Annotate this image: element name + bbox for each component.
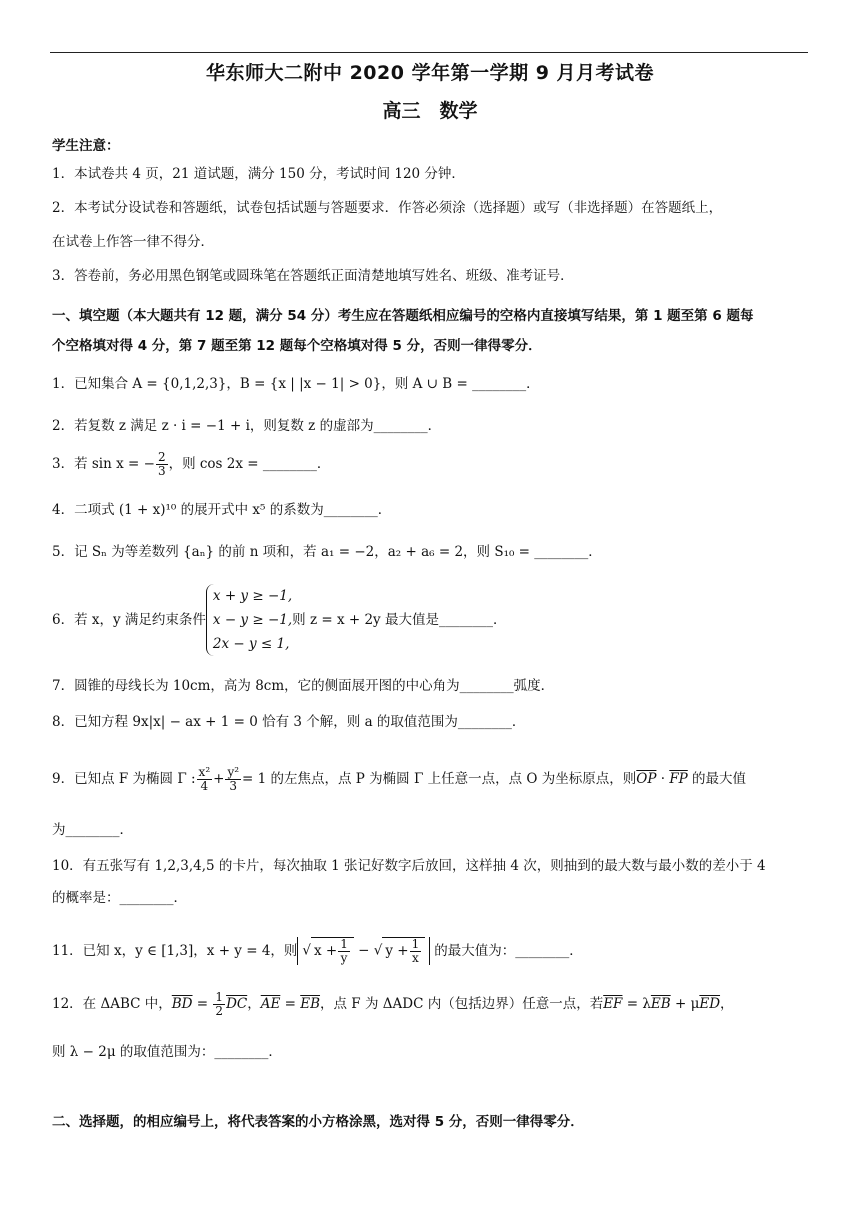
top-rule [50, 52, 808, 53]
exam-title: 华东师大二附中 2020 学年第一学期 9 月月考试卷 [205, 62, 655, 84]
q3-text-pre: 3．若 sin x = − [52, 456, 155, 472]
q9-text-pre: 9．已知点 F 为椭圆 Γ : [52, 771, 196, 787]
question-2: 2．若复数 z 满足 z · i = −1 + i，则复数 z 的虚部为________． [52, 418, 442, 434]
q9-text-post: 的最大值 [687, 771, 747, 787]
q11-text-post: 的最大值为：________． [434, 943, 583, 959]
q12-vector-dc: $\overline{DC}$ [226, 996, 248, 1012]
q6-constraint-system [206, 584, 292, 656]
q6-constraint-3: 2x − y ≤ 1, [212, 636, 290, 652]
question-12-line2: 则 λ − 2μ 的取值范围为：________． [52, 1044, 282, 1060]
question-11 [52, 926, 812, 976]
question-4: 4．二项式 (1 + x)¹⁰ 的展开式中 x⁵ 的系数为________． [52, 502, 392, 518]
q12-vector-eb: $\overline{EB}$ [300, 996, 321, 1012]
q6-constraint-1: x + y ≥ −1, [212, 588, 293, 604]
q9-text-mid: = 1 的左焦点，点 P 为椭圆 Γ 上任意一点，点 O 为坐标原点，则 [242, 771, 637, 787]
q12-vector-ae: $\overline{AE}$ [260, 996, 281, 1012]
question-12: 12．在 ΔABC 中，$\overline{BD}$ = $\frac{1}{2}$ $\overline{DC}$，$\overline{AE} = \overline{EB}$，点 F 为 ΔADC 内（包括边界）任意一点，若$\overline{EF} = \lambda\overline{EB} + \mu\overline{ED}$， [52, 990, 734, 1018]
q12-vector-bd: $\overline{BD}$ [171, 996, 193, 1012]
q6-text-post: 则 z = x + 2y 最大值是________． [292, 612, 507, 628]
section2-heading: 二、选择题，的相应编号上，将代表答案的小方格涂黑，选对得 5 分，否则一律得零分． [52, 1114, 584, 1130]
question-5: 5．记 Sₙ 为等差数列 {aₙ} 的前 n 项和，若 a₁ = −2，a₂ + a₆ = 2，则 S₁₀ = ________． [52, 544, 602, 560]
q11-text-pre: 11．已知 x，y ∈ [1,3]，x + y = 4，则 [52, 943, 298, 959]
notice-item-2: 2．本考试分设试卷和答题纸，试卷包括试题与答题要求．作答必须涂（选择题）或写（非选择题）在答题纸上， [52, 200, 723, 216]
section1-heading-line1: 一、填空题（本大题共有 12 题，满分 54 分）考生应在答题纸相应编号的空格内直接填写结果，第 1 题至第 6 题每 [52, 308, 754, 324]
q9-vector-op: $\overline{OP}$ [636, 771, 657, 787]
q9-fraction-x: $\frac{\text{x²}}{4}$ [198, 765, 211, 793]
q11-sqrt-1: x + $\frac{1}{y}$ [311, 937, 354, 965]
exam-subtitle: 高三 数学 [382, 100, 478, 122]
question-8: 8．已知方程 9x|x| − ax + 1 = 0 恰有 3 个解，则 a 的取值范围为________． [52, 714, 526, 730]
q9-vector-fp: $\overline{FP}$ [669, 771, 688, 787]
q12-vector-ed: $\overline{ED}$ [699, 996, 721, 1012]
q6-text-pre: 6．若 x，y 满足约束条件 [52, 612, 206, 628]
question-9-line2: 为________． [52, 822, 133, 838]
q11-sqrt-2: y + $\frac{1}{x}$ [382, 937, 425, 965]
notice-heading: 学生注意： [52, 138, 120, 154]
q12-vector-ef: $\overline{EF}$ [603, 996, 623, 1012]
notice-item-2-cont: 在试卷上作答一律不得分． [52, 234, 214, 250]
question-10-line2: 的概率是：________． [52, 890, 187, 906]
q6-constraint-2: x − y ≥ −1, [212, 612, 293, 628]
question-3 [52, 446, 812, 482]
q12-fraction-half: $\frac{1}{2}$ [215, 990, 224, 1018]
question-7: 7．圆锥的母线长为 10cm，高为 8cm，它的侧面展开图的中心角为________弧度． [52, 678, 555, 694]
notice-item-1: 1．本试卷共 4 页，21 道试题，满分 150 分，考试时间 120 分钟． [52, 166, 465, 182]
question-6 [52, 578, 812, 662]
question-10-line1: 10．有五张写有 1,2,3,4,5 的卡片，每次抽取 1 张记好数字后放回，这样抽 4 次，则抽到的最大数与最小数的差小于 4 [52, 858, 766, 874]
section1-heading-line2: 个空格填对得 4 分，第 7 题至第 12 题每个空格填对得 5 分，否则一律得零分． [52, 338, 542, 354]
q9-fraction-y: $\frac{\text{y²}}{3}$ [227, 765, 240, 793]
question-1: 1．已知集合 A = {0,1,2,3}，B = {x | |x − 1| > 0}，则 A ∪ B = ________． [52, 376, 540, 392]
q11-absolute-value: √ x + $\frac{1}{y}$ − √ y + $\frac{1}{x}$ [297, 937, 430, 965]
q9-dot: · [656, 771, 670, 787]
q12-vector-eb-2: $\overline{EB}$ [650, 996, 671, 1012]
question-9: 9．已知点 F 为椭圆 Γ : $\frac{\text{x²}}{4}$ + $\frac{\text{y²}}{3}$ = 1 的左焦点，点 P 为椭圆 Γ 上任意一点，点 O 为坐标原点，则$\overline{OP} \cdot \overline{FP}$ 的最大值 [52, 765, 747, 793]
q3-fraction: $\frac{2}{3}$ [157, 450, 166, 478]
notice-item-3: 3．答卷前，务必用黑色钢笔或圆珠笔在答题纸正面清楚地填写姓名、班级、准考证号． [52, 268, 574, 284]
q3-text-post: ，则 cos 2x = ________． [168, 456, 331, 472]
